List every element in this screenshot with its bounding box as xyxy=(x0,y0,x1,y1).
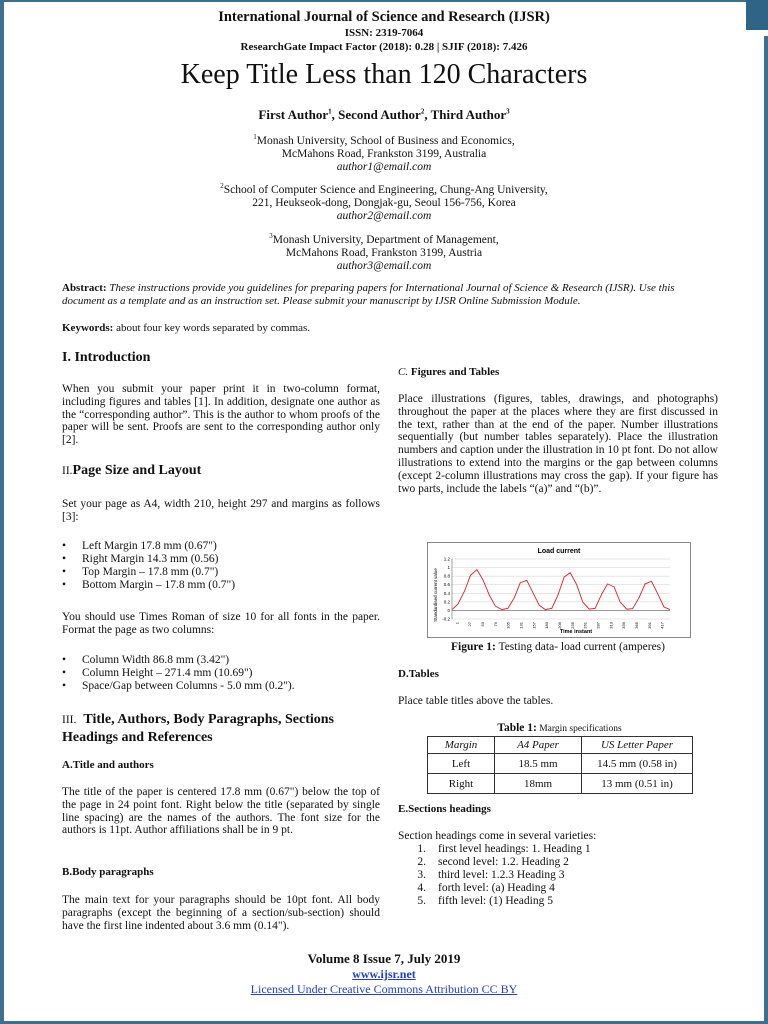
author-email[interactable]: author1@email.com xyxy=(336,161,432,173)
chart-x-tick-label: 27 xyxy=(467,622,473,627)
list-number: 3. xyxy=(417,869,426,881)
affiliation-2 xyxy=(0,184,768,223)
author-sup: 3 xyxy=(506,107,510,116)
list-item xyxy=(398,882,718,895)
chart-x-ticks xyxy=(454,621,664,628)
journal-impact: ResearchGate Impact Factor (2018): 0.28 | SJIF (2018): 7.426 xyxy=(240,41,528,53)
list-item: • Column Width 86.8 mm (3.42") xyxy=(62,654,380,667)
chart-x-tick-label: 209 xyxy=(557,622,562,629)
abstract xyxy=(62,282,718,308)
heading-number: C. xyxy=(398,366,409,378)
chart-series-line xyxy=(452,570,670,610)
list-number: 5. xyxy=(417,895,426,907)
journal-issn: ISSN: 2319-7064 xyxy=(344,27,424,39)
table-header-cell: A4 Paper xyxy=(495,737,582,754)
chart-x-axis-label: Time instant xyxy=(559,629,593,635)
list-item: • Right Margin 14.3 mm (0.56) xyxy=(62,553,380,566)
chart-x-tick-label: 287 xyxy=(595,622,601,629)
author-sup: 2 xyxy=(420,107,425,116)
table-header-row xyxy=(428,737,693,754)
heading-text: Page Size and Layout xyxy=(72,463,202,478)
title-authors-paragraph: The title of the paper is centered 17.8 mm (0.67") below the top of the page in 24 point font. Right below the title (separated by single line spacing) are the names of the authors. The font size for the authors is 11pt. Author affiliations shall be in 9 pt. xyxy=(62,786,380,837)
table-cell: Left xyxy=(428,754,495,774)
author-list xyxy=(0,107,768,123)
author-separator: , xyxy=(331,107,339,122)
abstract-label: Abstract: xyxy=(62,282,107,294)
chart-x-tick-label: 235 xyxy=(569,622,575,629)
subheading-title-authors: A.Title and authors xyxy=(62,759,154,771)
heading-text: Figures and Tables xyxy=(410,366,500,378)
affiliation-1 xyxy=(0,135,768,174)
list-item: • Space/Gap between Columns - 5.0 mm (0.2"). xyxy=(62,680,380,693)
abstract-text: These instructions provide you guidelines for preparing papers for International Journal of Science & Research (IJSR). Use this document as a template and as an instruction set. Please submit your manuscript by IJSR Online Submission Module. xyxy=(62,282,675,307)
list-item xyxy=(398,869,718,882)
chart-grid xyxy=(452,559,670,619)
list-item: • Bottom Margin – 17.8 mm (0.7") xyxy=(62,579,380,592)
chart-x-tick-label: 131 xyxy=(518,622,524,629)
subheading-figures-tables xyxy=(398,366,718,379)
heading-page-size xyxy=(62,465,380,478)
font-paragraph: You should use Times Roman of size 10 for all fonts in the paper. Format the page as two columns: xyxy=(62,611,380,636)
load-current-chart-svg xyxy=(428,543,690,637)
chart-x-tick-label: 313 xyxy=(608,622,614,629)
chart-y-tick-label: 0.2 xyxy=(443,599,450,605)
chart-y-tick-label: -0.2 xyxy=(442,616,450,622)
list-number: 1. xyxy=(417,843,426,855)
figures-paragraph: Place illustrations (figures, tables, drawings, and photographs) throughout the paper at the places where they are first discussed in the text, rather than at the end of the paper. Number illustrations sequentially (but number tables separately). Place the illustration numbers and caption under the illustration in 10 pt font. Do not allow illustrations to extend into the margins or the gap between columns (except 2-column illustrations may cross the gap). If your figure has two parts, include the labels “(a)” and “(b)”. xyxy=(398,393,718,495)
chart-x-tick-label: 261 xyxy=(582,622,588,629)
affiliation-line: Monash University, Department of Management, xyxy=(272,234,499,246)
figure-1-caption xyxy=(398,641,718,653)
affiliation-line: School of Computer Science and Engineering, Chung-Ang University, xyxy=(223,184,548,196)
affiliation-line: McMahons Road, Frankston 3199, Australia xyxy=(281,148,487,160)
affiliation-sup: 3 xyxy=(269,232,273,241)
page-frame-top xyxy=(0,0,768,2)
chart-x-tick-label: 157 xyxy=(531,622,537,629)
subheading-sections-headings: E.Sections headings xyxy=(398,803,491,815)
author-separator: , xyxy=(424,107,431,122)
subheading-tables: D.Tables xyxy=(398,668,439,680)
list-number: 2. xyxy=(417,856,426,868)
keywords-label: Keywords: xyxy=(62,322,114,334)
table-cell: 14.5 mm (0.58 in) xyxy=(582,754,693,774)
table-cell: 18mm xyxy=(495,774,582,794)
author-name: First Author xyxy=(258,107,329,122)
list-text: second level: 1.2. Heading 2 xyxy=(438,856,569,868)
chart-y-tick-label: 1 xyxy=(447,565,450,571)
list-item xyxy=(398,856,718,869)
list-number: 4. xyxy=(417,882,426,894)
author-name: Third Author xyxy=(430,107,507,122)
table-cell: 18.5 mm xyxy=(495,754,582,774)
chart-x-tick-label: 391 xyxy=(646,622,652,629)
column-list xyxy=(62,654,380,693)
sections-paragraph: Section headings come in several varieties: xyxy=(398,830,597,842)
affiliation-sup: 1 xyxy=(253,133,257,142)
table-caption-label: Table 1: xyxy=(497,722,537,734)
affiliation-line: McMahons Road, Frankston 3199, Austria xyxy=(285,247,483,259)
chart-x-tick-label: 417 xyxy=(659,622,665,629)
margin-spec-table xyxy=(427,736,693,794)
author-email[interactable]: author3@email.com xyxy=(336,260,432,272)
chart-x-tick-label: 79 xyxy=(492,622,498,627)
intro-paragraph: When you submit your paper print it in two-column format, including figures and tables [1]. In addition, designate one author as the “corresponding author”. This is the author to whom proofs of the paper will be sent. Proofs are sent to the corresponding author only [2]. xyxy=(62,383,380,447)
chart-title: Load current xyxy=(537,548,581,555)
tables-paragraph: Place table titles above the tables. xyxy=(398,695,554,707)
affiliation-line: 221, Heukseok-dong, Dongjak-gu, Seoul 156-756, Korea xyxy=(252,197,516,209)
list-item xyxy=(398,895,718,908)
table-1-caption xyxy=(427,722,692,734)
journal-website-link[interactable]: www.ijsr.net xyxy=(352,967,416,981)
chart-y-tick-label: 0.4 xyxy=(443,590,450,596)
table-row xyxy=(428,774,693,794)
license-link[interactable]: Licensed Under Creative Commons Attribution CC BY xyxy=(250,982,518,996)
chart-x-tick-label: 53 xyxy=(480,622,486,627)
chart-y-ticks xyxy=(442,557,450,622)
volume-issue: Volume 8 Issue 7, July 2019 xyxy=(307,951,461,966)
chart-y-axis-label: Standardised current value xyxy=(433,568,438,622)
heading-introduction: I. Introduction xyxy=(62,350,151,365)
affiliation-3 xyxy=(0,234,768,273)
chart-x-tick-label: 365 xyxy=(633,622,639,629)
author-name: Second Author xyxy=(338,107,421,122)
chart-y-tick-label: 0.8 xyxy=(443,573,450,579)
list-text: forth level: (a) Heading 4 xyxy=(438,882,555,894)
heading-text: Title, Authors, Body Paragraphs, Sections Headings and References xyxy=(62,712,334,745)
paper-title: Keep Title Less than 120 Characters xyxy=(180,59,588,90)
table-caption-text: Margin specifications xyxy=(536,724,622,734)
chart-series xyxy=(452,570,670,610)
table-cell: Right xyxy=(428,774,495,794)
list-item: • Top Margin – 17.8 mm (0.7") xyxy=(62,566,380,579)
subheading-body-paragraphs: B.Body paragraphs xyxy=(62,866,154,878)
list-item xyxy=(398,843,718,856)
figure-1-chart xyxy=(427,542,691,638)
figure-caption-label: Figure 1: xyxy=(450,641,496,653)
heading-title-authors xyxy=(62,711,380,746)
affiliation-line: Monash University, School of Business and Economics, xyxy=(256,135,515,147)
keywords-text: about four key words separated by commas. xyxy=(113,322,311,334)
margin-list xyxy=(62,540,380,592)
chart-x-tick-label: 105 xyxy=(505,622,511,629)
heading-number: II. xyxy=(62,465,73,477)
chart-y-tick-label: 0.6 xyxy=(443,582,450,588)
affiliation-sup: 2 xyxy=(220,182,224,191)
list-text: fifth level: (1) Heading 5 xyxy=(438,895,553,907)
keywords xyxy=(62,322,718,334)
chart-x-tick-label: 1 xyxy=(454,622,460,625)
figure-caption-text: Testing data- load current (amperes) xyxy=(495,641,665,653)
table-cell: 13 mm (0.51 in) xyxy=(582,774,693,794)
list-item: • Left Margin 17.8 mm (0.67") xyxy=(62,540,380,553)
heading-number: III. xyxy=(62,714,77,726)
body-paragraphs-paragraph: The main text for your paragraphs should be 10pt font. All body paragraphs (except the beginning of a section/sub-section) should have the first line indented about 3.6 mm (0.14"). xyxy=(62,894,380,932)
author-sup: 1 xyxy=(328,107,332,116)
author-email[interactable]: author2@email.com xyxy=(336,210,432,222)
chart-x-tick-label: 183 xyxy=(544,622,550,629)
chart-y-tick-label: 0 xyxy=(447,607,450,613)
table-row xyxy=(428,754,693,774)
list-text: third level: 1.2.3 Heading 3 xyxy=(438,869,565,881)
table-header-cell: Margin xyxy=(428,737,495,754)
heading-levels-list xyxy=(398,843,718,908)
list-item: • Column Height – 271.4 mm (10.69") xyxy=(62,667,380,680)
page-size-paragraph: Set your page as A4, width 210, height 297 and margins as follows [3]: xyxy=(62,498,380,523)
chart-y-tick-label: 1.2 xyxy=(443,556,450,562)
table-header-cell: US Letter Paper xyxy=(582,737,693,754)
journal-name: International Journal of Science and Research (IJSR) xyxy=(218,9,550,25)
chart-x-tick-label: 339 xyxy=(621,622,627,629)
list-text: first level headings: 1. Heading 1 xyxy=(438,843,591,855)
journal-header xyxy=(0,9,768,54)
journal-footer xyxy=(0,951,768,997)
